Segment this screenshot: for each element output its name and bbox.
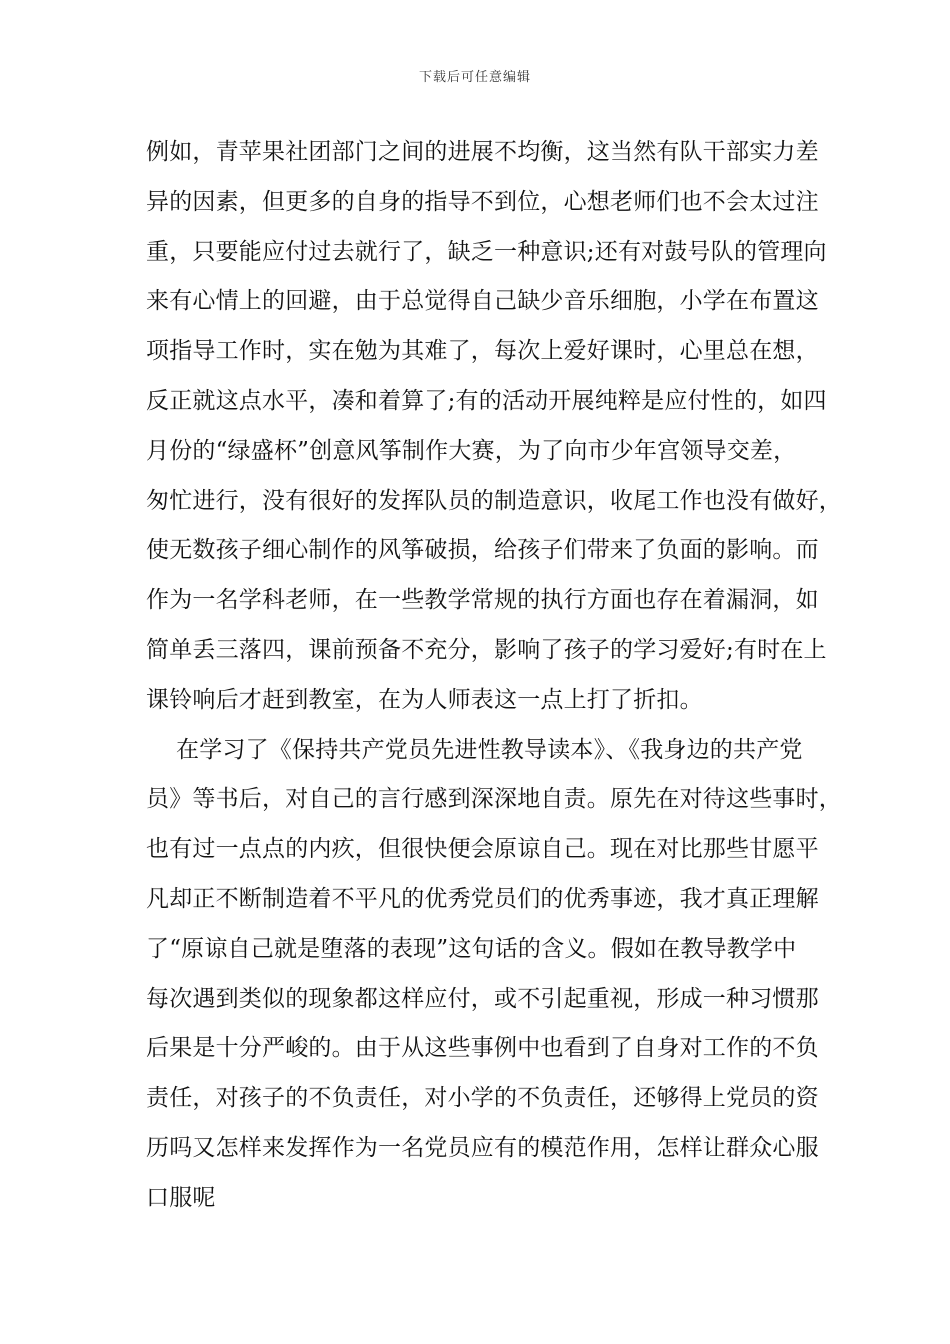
text-line: 使无数孩子细心制作的风筝破损，给孩子们带来了负面的影响。而 [146,537,819,564]
text-line: 历吗又怎样来发挥作为一名党员应有的模范作用，怎样让群众心服 [146,1134,819,1161]
text-line: 凡却正不断制造着不平凡的优秀党员们的优秀事迹，我才真正理解 [146,885,819,912]
text-line: 课铃响后才赶到教室，在为人师表这一点上打了折扣。 [146,686,703,713]
text-line: 例如，青苹果社团部门之间的进展不均衡，这当然有队干部实力差 [146,139,819,165]
text-line: 来有心情上的回避，由于总觉得自己缺少音乐细胞，小学在布置这 [146,288,819,315]
document-body [146,128,842,1224]
text-line: 责任，对孩子的不负责任，对小学的不负责任，还够得上党员的资 [146,1085,819,1112]
text-line: 口服呢 [146,1184,216,1211]
paragraph-1 [146,128,842,726]
text-line: 简单丢三落四，课前预备不充分，影响了孩子的学习爱好;有时在上 [146,636,827,663]
text-line: 在学习了《保持共产党员先进性教导读本》、《我身边的共产党 [176,736,803,763]
text-line: 项指导工作时，实在勉为其难了，每次上爱好课时，心里总在想， [146,338,819,365]
paragraph-2 [146,726,842,1224]
text-line: 作为一名学科老师，在一些教学常规的执行方面也存在着漏洞，如 [146,587,819,614]
text-line: 每次遇到类似的现象都这样应付，或不引起重视，形成一种习惯那 [146,985,819,1012]
text-line: 匆忙进行，没有很好的发挥队员的制造意识，收尾工作也没有做好， [146,487,842,514]
page-header: 下载后可任意编辑 [418,70,531,85]
text-line: 也有过一点点的内疚，但很快便会原谅自己。现在对比那些甘愿平 [146,836,819,863]
text-line: 月份的“绿盛杯”创意风筝制作大赛，为了向市少年宫领导交差， [146,437,797,464]
text-line: 重，只要能应付过去就行了，缺乏一种意识;还有对鼓号队的管理向 [146,238,827,265]
text-line: 后果是十分严峻的。由于从这些事例中也看到了自身对工作的不负 [146,1035,819,1062]
text-line: 了“原谅自己就是堕落的表现”这句话的含义。假如在教导教学中 [146,935,797,962]
text-line: 反正就这点水平，凑和着算了;有的活动开展纯粹是应付性的，如四 [146,387,827,414]
text-line: 员》等书后，对自己的言行感到深深地自责。原先在对待这些事时， [146,786,842,813]
text-line: 异的因素，但更多的自身的指导不到位，心想老师们也不会太过注 [146,188,819,215]
